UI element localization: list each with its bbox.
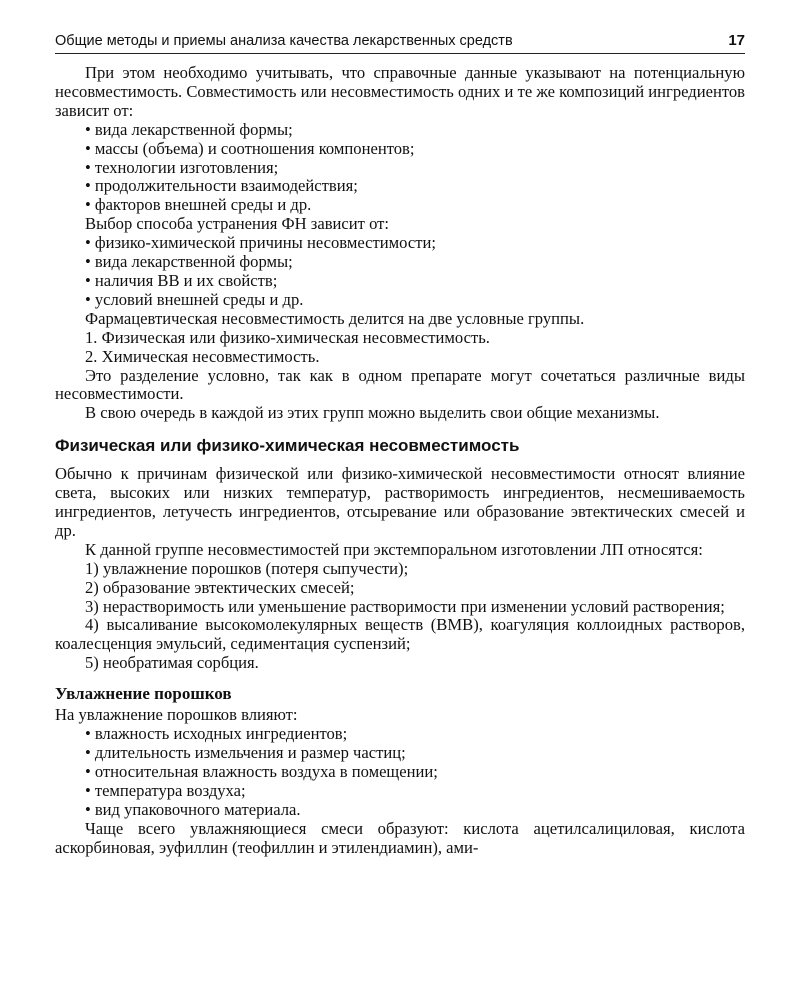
running-title: Общие методы и приемы анализа качества лекарственных средств [55, 33, 513, 49]
intro-paragraph-1: При этом необходимо учитывать, что справочные данные указывают на потенциальную несовместимость. Совместимость или несовместимость одних и те же композиций ингредиентов зависит от: [55, 63, 745, 120]
list-item: • относительная влажность воздуха в помещении; [85, 761, 438, 781]
section2-paragraph-2: Чаще всего увлажняющиеся смеси образуют: кислота ацетилсалициловая, кислота аскорбиновая, эуфиллин (теофиллин и этилендиамин), ами- [55, 818, 745, 857]
numbered-item: 1) увлажнение порошков (потеря сыпучести); [85, 558, 409, 578]
list-item: • массы (объема) и соотношения компонентов; [85, 138, 415, 158]
page [55, 32, 745, 857]
numbered-item: 2) образование эвтектических смесей; [85, 577, 355, 597]
list-item: • температура воздуха; [85, 780, 246, 800]
list-item: • наличия ВВ и их свойств; [85, 270, 278, 290]
list-item: • условий внешней среды и др. [85, 289, 304, 309]
intro-paragraph-4: Это разделение условно, так как в одном препарате могут сочетаться различные виды несовместимости. [55, 365, 745, 404]
list-item: • влажность исходных ингредиентов; [85, 724, 348, 744]
numbered-item: 5) необратимая сорбция. [85, 653, 259, 673]
section2-paragraph-1: На увлажнение порошков влияют: [55, 705, 298, 725]
list-item: • вида лекарственной формы; [85, 119, 293, 139]
list-item: • технологии изготовления; [85, 157, 279, 177]
intro-paragraph-3: Фармацевтическая несовместимость делится на две условные группы. [85, 308, 585, 328]
list-item: • вида лекарственной формы; [85, 252, 293, 272]
list-item: • вид упаковочного материала. [85, 799, 301, 819]
group-item: 1. Физическая или физико-химическая несовместимость. [85, 327, 490, 347]
running-header [55, 32, 745, 54]
page-number: 17 [728, 32, 745, 49]
section1-paragraph-2: К данной группе несовместимостей при экстемпоральном изготовлении ЛП относятся: [85, 539, 703, 559]
intro-paragraph-2: Выбор способа устранения ФН зависит от: [85, 214, 390, 234]
list-item: • факторов внешней среды и др. [85, 195, 312, 215]
numbered-item: 3) нерастворимость или уменьшение растворимости при изменении условий растворения; [85, 596, 725, 616]
subsection-heading-powders: Увлажнение порошков [55, 684, 232, 704]
list-item: • физико-химической причины несовместимости; [85, 233, 436, 253]
section-heading-physical: Физическая или физико-химическая несовместимость [55, 436, 520, 456]
group-item: 2. Химическая несовместимость. [85, 346, 320, 366]
list-item: • продолжительности взаимодействия; [85, 176, 358, 196]
section1-paragraph-1: Обычно к причинам физической или физико-химической несовместимости относят влияние света, высоких или низких температур, растворимость ингредиентов, несмешиваемость ингредиентов, летучесть ингредиентов, отсыревание или образование эвтектических смесей и др. [55, 464, 745, 540]
intro-paragraph-5: В свою очередь в каждой из этих групп можно выделить свои общие механизмы. [85, 403, 660, 423]
numbered-item: 4) высаливание высокомолекулярных веществ (ВМВ), коагуляция коллоидных растворов, коалесценция эмульсий, седиментация суспензий; [55, 615, 745, 654]
list-item: • длительность измельчения и размер частиц; [85, 743, 406, 762]
